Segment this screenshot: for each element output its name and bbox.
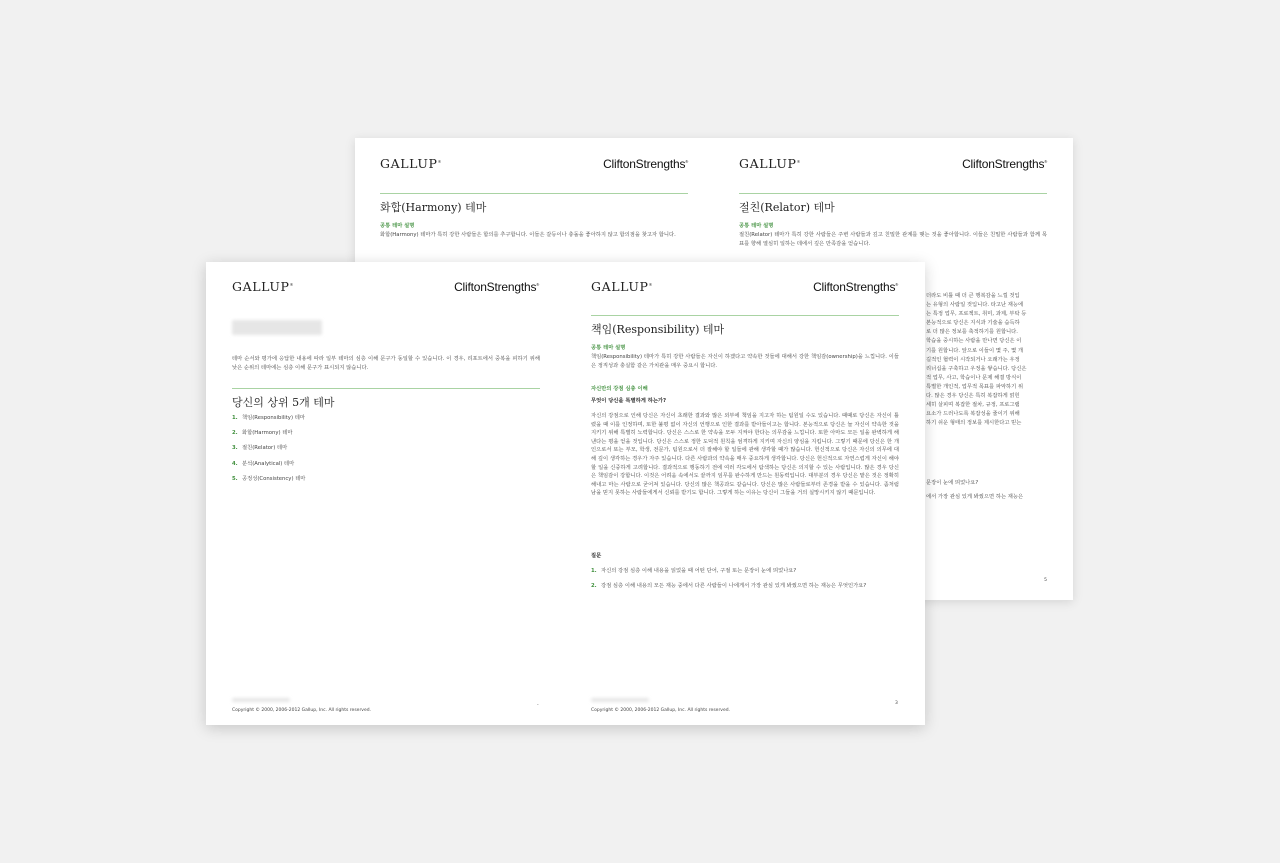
insight-question: 무엇이 당신을 특별하게 하는가? (591, 398, 667, 404)
cliftonstrengths-logo: CliftonStrengths® (962, 157, 1047, 171)
text-line: 다. 많은 경우 당신은 특히 복잡하게 얽힌 (926, 393, 1020, 400)
section-label: 공통 테마 설명 (380, 223, 415, 229)
text-line: 특별한 개인적, 업무적 목표를 파악하기 위 (926, 383, 1024, 390)
insight-text: 자신의 강점으로 인해 당신은 자신이 초래한 결과와 많은 외부에 책임을 지고자 하는 팀원일 수도 있습니다. 때때로 당신은 자신이 틀렸을 때 이를 인정하며, 또한 불평 없이 자신의 언행으로 인한 결과를 받아들이고는 합니다. 본능적으로 당신은 늘 자신이 약속한 것을 지키기 위해 특별히 노력합니다. 당신은 스스로 한 약속을 모두 지켜야 한다는 의무감을 느낍니다. 또한 아마도 모든 일을 완벽하게 해낸다는 평을 얻을 것입니다. 당신은 스스로 정한 도덕적 원칙을 엄격하게 지키며 자신의 양심을 지킵니다. 그렇기 때문에 당신은 한 개인으로서 또는 부모, 학생, 전문가, 팀원으로서 더 잘해야 할 일들에 관해 생각할 때가 많습니다. 헌신적으로 당신은 자신의 의무에 대해 깊이 생각하는 경우가 자주 있습니다. 다른 사람과의 약속을 매우 중요하게 생각합니다. 당신은 헌신적으로 자연스럽게 자신이 해야 할 일을 신중하게 고려합니다. 결과적으로 행동하기 전에 여러 각도에서 탐색하는 당신은 의지할 수 있는 사람입니다. 많은 경우 당신은 책임감이 강합니다. 이것은 어려움 속에서도 끝까지 임무를 완수하게 만드는 원동력입니다. 대부분의 경우 당신은 맡은 것은 정확히 해내고 마는 사람으로 굳어져 있습니다. 당신의 많은 책공과도 같습니다. 당신은 많은 사람들로부터 존경을 받을 수 있습니다. 좀처럼 남을 믿지 못하는 사람들에게서 신뢰를 받기도 합니다. 그렇게 하는 이유는 당신이 그들을 거의 실망시키지 않기 때문입니다. (591, 413, 899, 497)
redacted-footer (591, 698, 649, 702)
page-title: 화합(Harmony) 테마 (380, 201, 487, 214)
list-text: 절친(Relator) 테마 (242, 445, 288, 452)
text-line: 는 특정 업무, 프로젝트, 취미, 과제, 부탁 등 (926, 311, 1027, 318)
list-number: 1. (232, 415, 238, 421)
redacted-name (232, 320, 322, 335)
top-five-heading: 당신의 상위 5개 테마 (232, 396, 335, 409)
back-page-visible-text (926, 292, 1052, 428)
header-rule (739, 193, 1047, 194)
list-item (232, 475, 532, 483)
text-line: 길적인 협력이 시작되거나 오래가는 우정 (926, 356, 1020, 363)
front-right-page (565, 262, 924, 725)
gallup-logo: GALLUP® (739, 156, 802, 171)
list-text: 화합(Harmony) 테마 (242, 430, 293, 437)
theme-description: 화합(Harmony) 테마가 특히 강한 사람들은 합의를 추구합니다. 이들은 갈등이나 충돌을 좋아하지 않고 합의점을 찾고자 합니다. (380, 232, 676, 238)
cliftonstrengths-logo: CliftonStrengths® (454, 280, 539, 294)
list-number: 2. (232, 430, 238, 437)
front-left-page (206, 262, 565, 725)
gallup-logo: GALLUP® (380, 156, 443, 171)
questions-heading: 질문 (591, 553, 602, 559)
text-line: 하기 쉬운 형태의 정보를 제시한다고 믿는 (926, 420, 1022, 427)
list-text: 책임(Responsibility) 테마 (242, 415, 305, 421)
copyright: Copyright © 2000, 2006-2012 Gallup, Inc. All rights reserved. (591, 708, 731, 713)
page-number: - (537, 703, 539, 708)
page-title: 책임(Responsibility) 테마 (591, 323, 725, 336)
header-rule (591, 315, 899, 316)
theme-description: 절친(Relator) 테마가 특히 강한 사람들은 주변 사람들과 깊고 친밀한 관계를 맺는 것을 좋아합니다. 이들은 친밀한 사람들과 함께 목표를 향해 열심히 일하는 데에서 깊은 만족감을 얻습니다. (739, 232, 1047, 247)
text-line: 는 유형의 사람일 것입니다. 타고난 재능에 (926, 302, 1024, 309)
text-line: 에서 가장 관심 있게 봐줬으면 하는 재능은 (926, 494, 1024, 500)
text-line: 리너십을 구축하고 우정을 쌓습니다. 당신은 (926, 365, 1027, 372)
section-rule (232, 388, 540, 389)
gallup-logo: GALLUP® (591, 279, 654, 294)
back-page-visible-questions (926, 476, 1052, 504)
list-text: 자신의 강점 심층 이해 내용을 읽었을 때 어떤 단어, 구절 또는 문장이 눈에 띄었나요? (601, 568, 797, 574)
section-label: 공통 테마 설명 (591, 345, 626, 351)
insight-section-label: 자신만의 강점 심층 이해 (591, 386, 648, 392)
list-item (591, 582, 899, 590)
cliftonstrengths-logo: CliftonStrengths® (813, 280, 898, 294)
list-item (232, 429, 532, 437)
list-text: 분석(Analytical) 테마 (242, 460, 295, 467)
top-five-list (232, 414, 532, 490)
list-number: 1. (591, 568, 597, 574)
theme-description: 책임(Responsibility) 테마가 특히 강한 사람들은 자신이 하겠다고 약속한 것들에 대해서 강한 책임감(ownership)을 느낍니다. 이들은 정직성과 충실함 같은 가치관을 매우 중요시 합니다. (591, 354, 899, 369)
text-line: 더라도 비틀 때 더 큰 행복감을 느낄 것입 (926, 293, 1020, 299)
text-line: 문장이 눈에 띄었나요? (926, 480, 979, 486)
questions-list (591, 567, 899, 597)
list-text: 강점 심층 이해 내용의 모든 재능 중에서 다른 사람들이 나에게서 가장 관심 있게 봐줬으면 하는 재능은 무엇인가요? (601, 583, 867, 590)
list-number: 2. (591, 583, 597, 590)
text-line: 로 더 많은 정보를 축적하기를 원합니다. (926, 329, 1018, 336)
page-title: 절친(Relator) 테마 (739, 201, 835, 214)
intro-text: 테마 순서와 평가에 응답한 내용에 따라 일부 테마의 심층 이해 문구가 동일할 수 있습니다. 이 경우, 리포트에서 중복을 피하기 위해 낮은 순위의 테마에는 심층 이해 문구가 표시되지 않습니다. (232, 356, 540, 371)
list-text: 공정성(Consistency) 테마 (242, 475, 306, 482)
gallup-logo: GALLUP® (232, 279, 295, 294)
list-number: 5. (232, 475, 238, 482)
list-item (232, 414, 532, 422)
text-line: 본능적으로 당신은 지식과 기술을 습득하 (926, 320, 1020, 327)
text-line: 적 업무, 사고, 학습이나 문제 해결 방식이 (926, 374, 1022, 381)
list-number: 4. (232, 460, 238, 467)
redacted-footer (232, 698, 290, 702)
page-number: 3 (895, 701, 898, 706)
list-item (232, 460, 532, 468)
text-line: 세히 살피며 복잡한 절차, 규정, 프로그램 (926, 402, 1020, 409)
list-item (591, 567, 899, 575)
cliftonstrengths-logo: CliftonStrengths® (603, 157, 688, 171)
copyright: Copyright © 2000, 2006-2012 Gallup, Inc. All rights reserved. (232, 708, 372, 713)
text-line: 요소가 드러나도록 복잡성을 줄이기 위해 (926, 411, 1020, 418)
list-number: 3. (232, 445, 238, 452)
text-line: 기를 원합니다. 앞으로 이들이 몇 주, 몇 개 (926, 347, 1024, 354)
text-line: 학습을 중시하는 사람을 만나면 당신은 이 (926, 338, 1022, 345)
list-item (232, 444, 532, 452)
header-rule (380, 193, 688, 194)
page-number: 5 (1044, 578, 1047, 583)
section-label: 공통 테마 설명 (739, 223, 774, 229)
front-spread (206, 262, 925, 725)
